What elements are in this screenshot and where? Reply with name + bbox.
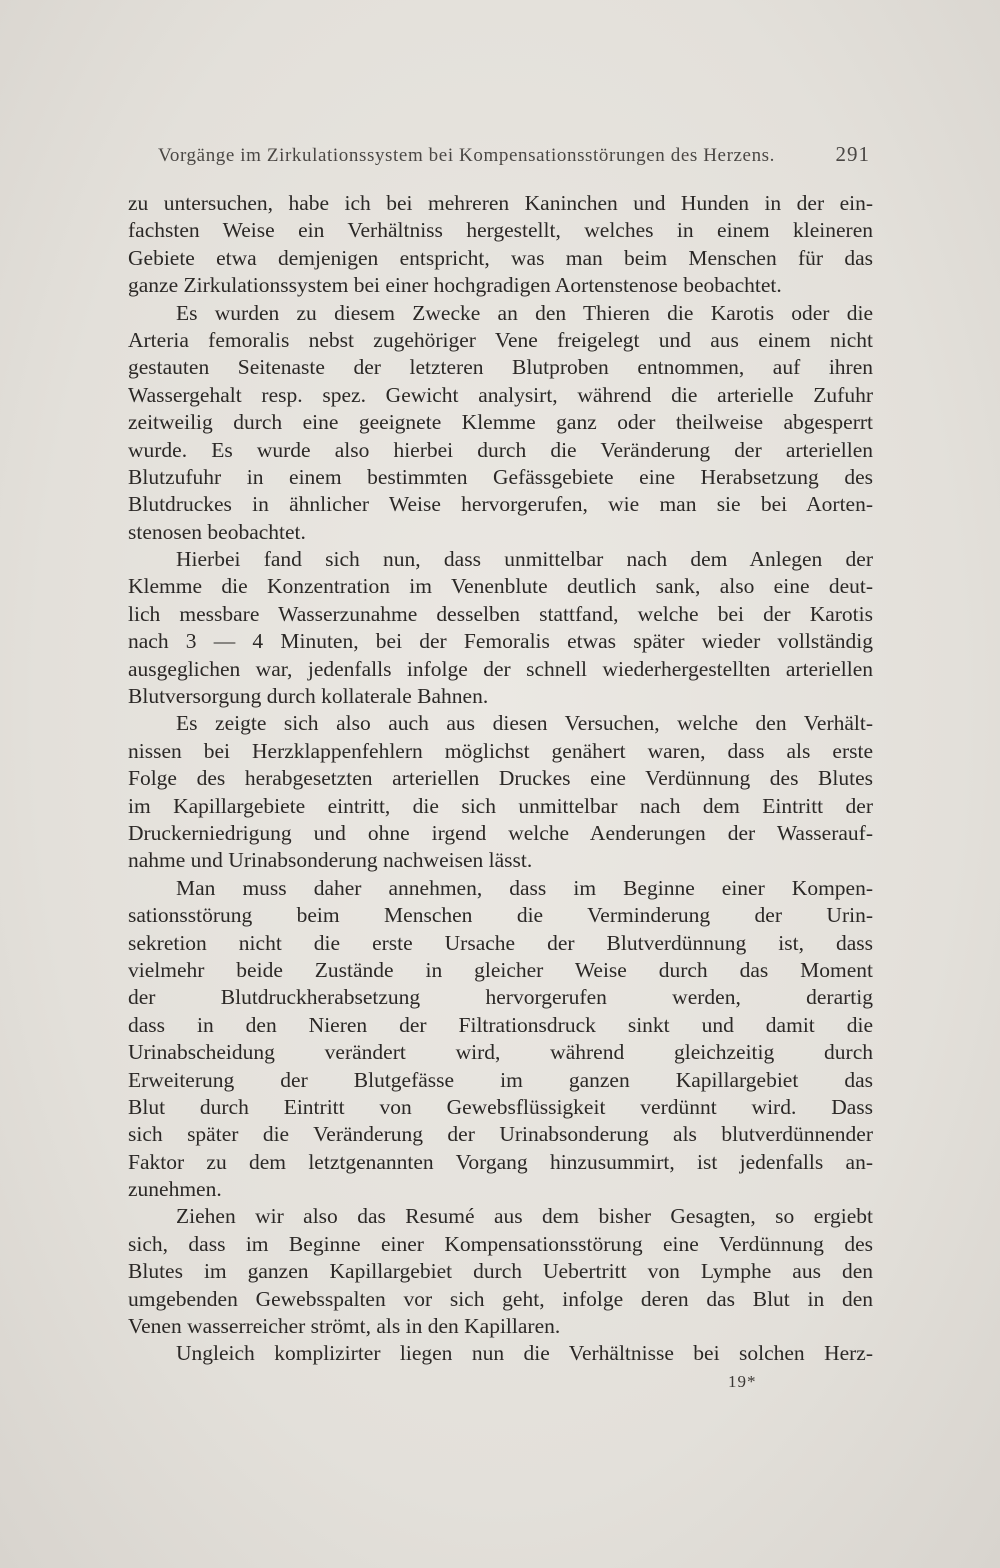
text-line: Blutzufuhr in einem bestimmten Gefässgebiete eine Herabsetzung des	[128, 464, 873, 489]
text-line: Gebiete etwa demjenigen entspricht, was man beim Menschen für das	[128, 245, 873, 270]
text-line: Blutversorgung durch kollaterale Bahnen.	[128, 684, 489, 709]
text-line: Es wurden zu diesem Zwecke an den Thieren die Karotis oder die	[176, 300, 873, 325]
text-line: ganze Zirkulationssystem bei einer hochgradigen Aortenstenose beobachtet.	[128, 273, 782, 298]
text-line: Man muss daher annehmen, dass im Beginne einer Kompen-	[176, 875, 873, 900]
text-line: Blutdruckes in ähnlicher Weise hervorgerufen, wie man sie bei Aorten-	[128, 492, 873, 517]
text-line: Blut durch Eintritt von Gewebsflüssigkeit verdünnt wird. Dass	[128, 1094, 873, 1119]
text-line: Hierbei fand sich nun, dass unmittelbar nach dem Anlegen der	[176, 547, 873, 572]
text-line: sationsstörung beim Menschen die Verminderung der Urin-	[128, 903, 873, 928]
text-line: wurde. Es wurde also hierbei durch die Veränderung der arteriellen	[128, 437, 873, 462]
text-line: umgebenden Gewebsspalten vor sich geht, infolge deren das Blut in den	[128, 1286, 873, 1311]
text-line: nissen bei Herzklappenfehlern möglichst genähert waren, dass als erste	[128, 738, 873, 763]
text-line: zu untersuchen, habe ich bei mehreren Kaninchen und Hunden in der ein-	[128, 191, 873, 215]
text-line: ausgeglichen war, jedenfalls infolge der schnell wiederhergestellten arteriellen	[128, 656, 873, 681]
page-number: 291	[835, 142, 870, 166]
text-line: sich, dass im Beginne einer Kompensationsstörung eine Verdünnung des	[128, 1231, 873, 1256]
text-line: lich messbare Wasserzunahme desselben stattfand, welche bei der Karotis	[128, 601, 873, 626]
body-text	[128, 190, 873, 1368]
text-line: nach 3 — 4 Minuten, bei der Femoralis etwas später wieder vollständig	[128, 629, 873, 654]
text-line: im Kapillargebiete eintritt, die sich unmittelbar nach dem Eintritt der	[128, 793, 873, 818]
text-line: Klemme die Konzentration im Venenblute deutlich sank, also eine deut-	[128, 574, 873, 599]
text-line: Urinabscheidung verändert wird, während gleichzeitig durch	[128, 1040, 873, 1065]
text-line: sekretion nicht die erste Ursache der Blutverdünnung ist, dass	[128, 930, 873, 955]
text-line: Arteria femoralis nebst zugehöriger Vene freigelegt und aus einem nicht	[128, 327, 873, 352]
text-line: Folge des herabgesetzten arteriellen Druckes eine Verdünnung des Blutes	[128, 766, 873, 791]
text-line: fachsten Weise ein Verhältniss hergestellt, welches in einem kleineren	[128, 218, 873, 243]
text-line: Venen wasserreicher strömt, als in den Kapillaren.	[128, 1314, 561, 1339]
text-line: Erweiterung der Blutgefässe im ganzen Kapillargebiet das	[128, 1067, 873, 1092]
text-line: Blutes im ganzen Kapillargebiet durch Uebertritt von Lymphe aus den	[128, 1259, 873, 1284]
text-line: Faktor zu dem letztgenannten Vorgang hinzusummirt, ist jedenfalls an-	[128, 1149, 873, 1174]
signature-mark: 19*	[728, 1372, 757, 1391]
text-line: Wassergehalt resp. spez. Gewicht analysirt, während die arterielle Zufuhr	[128, 382, 873, 407]
text-line: Ziehen wir also das Resumé aus dem bisher Gesagten, so ergiebt	[176, 1204, 873, 1229]
text-line: dass in den Nieren der Filtrationsdruck sinkt und damit die	[128, 1012, 873, 1037]
text-line: gestauten Seitenaste der letzteren Blutproben entnommen, auf ihren	[128, 355, 873, 380]
running-title: Vorgänge im Zirkulationssystem bei Kompensationsstörungen des Herzens.	[158, 145, 776, 166]
text-line: der Blutdruckherabsetzung hervorgerufen werden, derartig	[128, 985, 873, 1010]
text-line: zunehmen.	[128, 1177, 222, 1202]
text-line: Es zeigte sich also auch aus diesen Versuchen, welche den Verhält-	[176, 711, 873, 736]
text-line: zeitweilig durch eine geeignete Klemme ganz oder theilweise abgesperrt	[128, 410, 873, 435]
text-line: vielmehr beide Zustände in gleicher Weise durch das Moment	[128, 957, 873, 982]
text-line: Ungleich komplizirter liegen nun die Verhältnisse bei solchen Herz-	[176, 1341, 873, 1366]
running-head	[158, 142, 870, 167]
text-line: Druckerniedrigung und ohne irgend welche Aenderungen der Wasserauf-	[128, 820, 873, 845]
text-line: nahme und Urinabsonderung nachweisen lässt.	[128, 848, 533, 873]
text-line: stenosen beobachtet.	[128, 519, 306, 544]
text-line: sich später die Veränderung der Urinabsonderung als blutverdünnender	[128, 1122, 873, 1147]
